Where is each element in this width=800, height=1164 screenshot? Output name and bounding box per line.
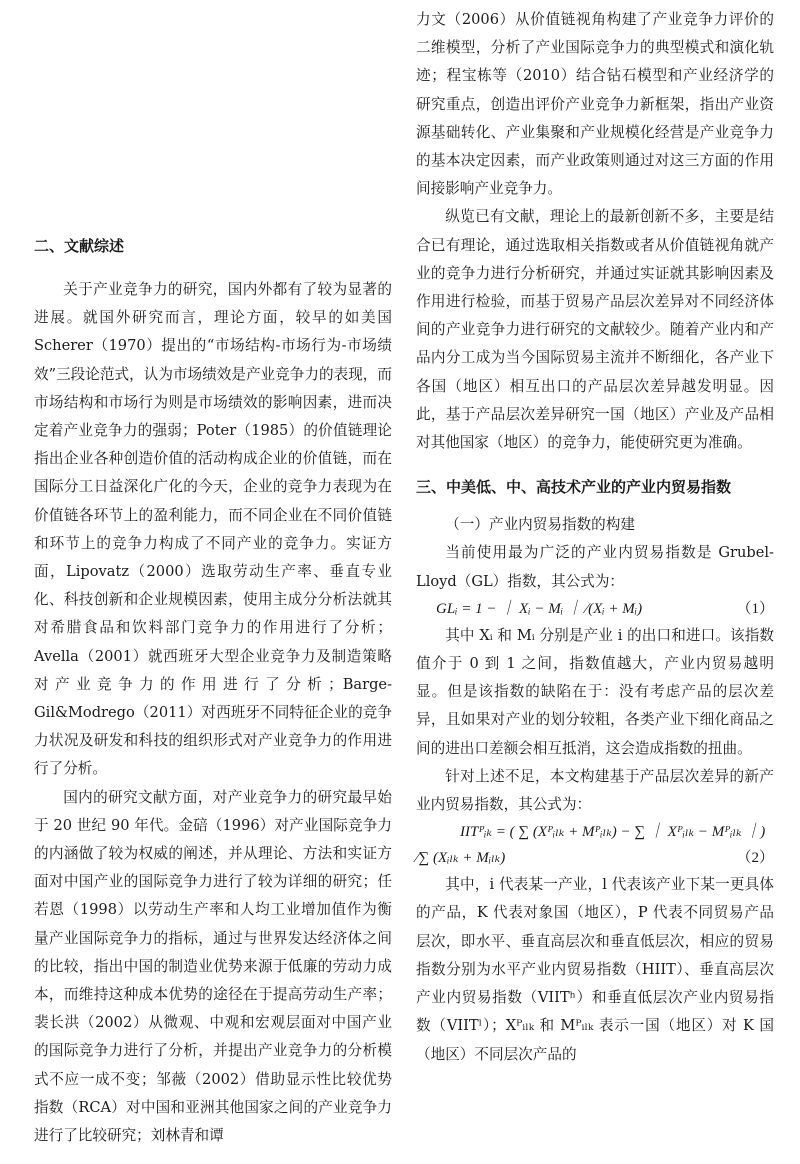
right-column (416, 0, 774, 1069)
paragraph-gl-description: 其中 Xᵢ 和 Mᵢ 分别是产业 i 的出口和进口。该指数值介于 0 到 1 之间，指数值越大，产业内贸易越明显。但是该指数的缺陷在于：没有考虑产品的层次差异，且如果对产业的划分较粗，各类产业下细化商品之间的进出口差额会相互抵消，这会造成指数的扭曲。 (416, 626, 774, 757)
paragraph-continued: 力文（2006）从价值链视角构建了产业竞争力评价的二维模型，分析了产业国际竞争力的典型模式和演化轨迹；程宝栋等（2010）结合钻石模型和产业经济学的研究重点，创造出评价产业竞争力新框架，指出产业资源基础转化、产业集聚和产业规模化经营是产业竞争力的基本决定因素，而产业政策则通过对这三方面的作用间接影响产业竞争力。 (416, 11, 774, 198)
formula-iit-body: IITᴾᵢₖ = ( ∑ (Xᴾᵢₗₖ + Mᴾᵢₗₖ) − ∑ ｜ Xᴾᵢₗₖ − Mᴾᵢₗₖ ｜) (460, 824, 766, 841)
paragraph-new-index: 针对上述不足，本文构建基于产品层次差异的新产业内贸易指数，其公式为： (416, 767, 774, 814)
section-heading-literature-review: 二、文献综述 (34, 237, 125, 255)
formula-gl-body: GLᵢ = 1 − ｜ Xᵢ − Mᵢ ｜ ∕(Xᵢ + Mᵢ) (436, 600, 643, 617)
formula-iit-denominator (416, 845, 774, 871)
formula-number-1: （1） (736, 600, 774, 617)
formula-iit-tail: ∕∑ (Xᵢₗₖ + Mᵢₗₖ) (416, 850, 506, 867)
paragraph-review-summary: 纵览已有文献，理论上的最新创新不多，主要是结合已有理论，通过选取相关指数或者从价值链视角就产业的竞争力进行分析研究，并通过实证就其影响因素及作用进行检验，而基于贸易产品层次差异对不同经济体间的产业竞争力进行研究的文献较少。随着产业内和产品内分工成为当今国际贸易主流并不断细化，各产业下各国（地区）相互出口的产品层次差异越发明显。因此，基于产品层次差异研究一国（地区）产业及产品相对其他国家（地区）的竞争力，能使研究更为准确。 (416, 208, 774, 452)
formula-iit-index (416, 819, 774, 845)
paragraph-variable-definitions: 其中，i 代表某一产业，l 代表该产业下某一更具体的产品，K 代表对象国（地区），P 代表不同贸易产品层次，即水平、垂直高层次和垂直低层次，相应的贸易指数分别为水平产业内贸易指数（HIIT）、垂直高层次产业内贸易指数（VIITʰ）和垂直低层次产业内贸易指数（VIITˡ）；Xᴾᵢₗₖ 和 Mᴾᵢₗₖ 表示一国（地区）对 K 国（地区）不同层次产品的 (416, 876, 774, 1063)
left-column (34, 0, 392, 1150)
paragraph-gl-index: 当前使用最为广泛的产业内贸易指数是 Grubel-Lloyd（GL）指数，其公式为： (416, 544, 774, 590)
paragraph-domestic-research: 国内的研究文献方面，对产业竞争力的研究最早始于 20 世纪 90 年代。金碚（1996）对产业国际竞争力的内涵做了较为权威的阐述，并从理论、方法和实证方面对中国产业的国际竞争力进行了较为详细的研究；任若恩（1998）以劳动生产率和人均工业增加值作为衡量产业国际竞争力的指标，通过与世界发达经济体之间的比较，指出中国的制造业优势来源于低廉的劳动力成本，而维持这种成本优势的途径在于提高劳动生产率；裴长洪（2002）从微观、中观和宏观层面对中国产业的国际竞争力进行了分析，并提出产业竞争力的分析模式不应一成不变；邹薇（2002）借助显示性比较优势指数（RCA）对中国和亚洲其他国家之间的产业竞争力进行了比较研究；刘林青和谭 (34, 788, 392, 1145)
section-heading-intra-industry-trade: 三、中美低、中、高技术产业的产业内贸易指数 (416, 478, 732, 497)
subsection-heading-index-construction: （一）产业内贸易指数的构建 (445, 516, 635, 534)
paragraph-foreign-research: 关于产业竞争力的研究，国内外都有了较为显著的进展。就国外研究而言，理论方面，较早的如美国 Scherer（1970）提出的“市场结构-市场行为-市场绩效”三段论范式，认为市场绩效是产业竞争力的表现，而市场结构和市场行为则是市场绩效的影响因素，进而决定着产业竞争力的强弱；Poter（1985）的价值链理论指出企业各种创造价值的活动构成企业的价值链，而在国际分工日益深化广化的今天，企业的竞争力表现为在价值链各环节上的盈利能力，而不同企业在不同价值链和环节上的竞争力构成了不同产业的竞争力。实证方面，Lipovatz（2000）选取劳动生产率、垂直专业化、科技创新和企业规模因素，使用主成分分析法就其对希腊食品和饮料部门竞争力的作用进行了分析；Avella（2001）就西班牙大型企业竞争力及制造策略对产业竞争力的作用进行了分析；Barge-Gil&Modrego（2011）对西班牙不同特征企业的竞争力状况及研发和科技的组织形式对产业竞争力的作用进行了分析。 (34, 281, 392, 778)
formula-gl-index (416, 596, 774, 622)
formula-number-2: （2） (736, 850, 774, 867)
